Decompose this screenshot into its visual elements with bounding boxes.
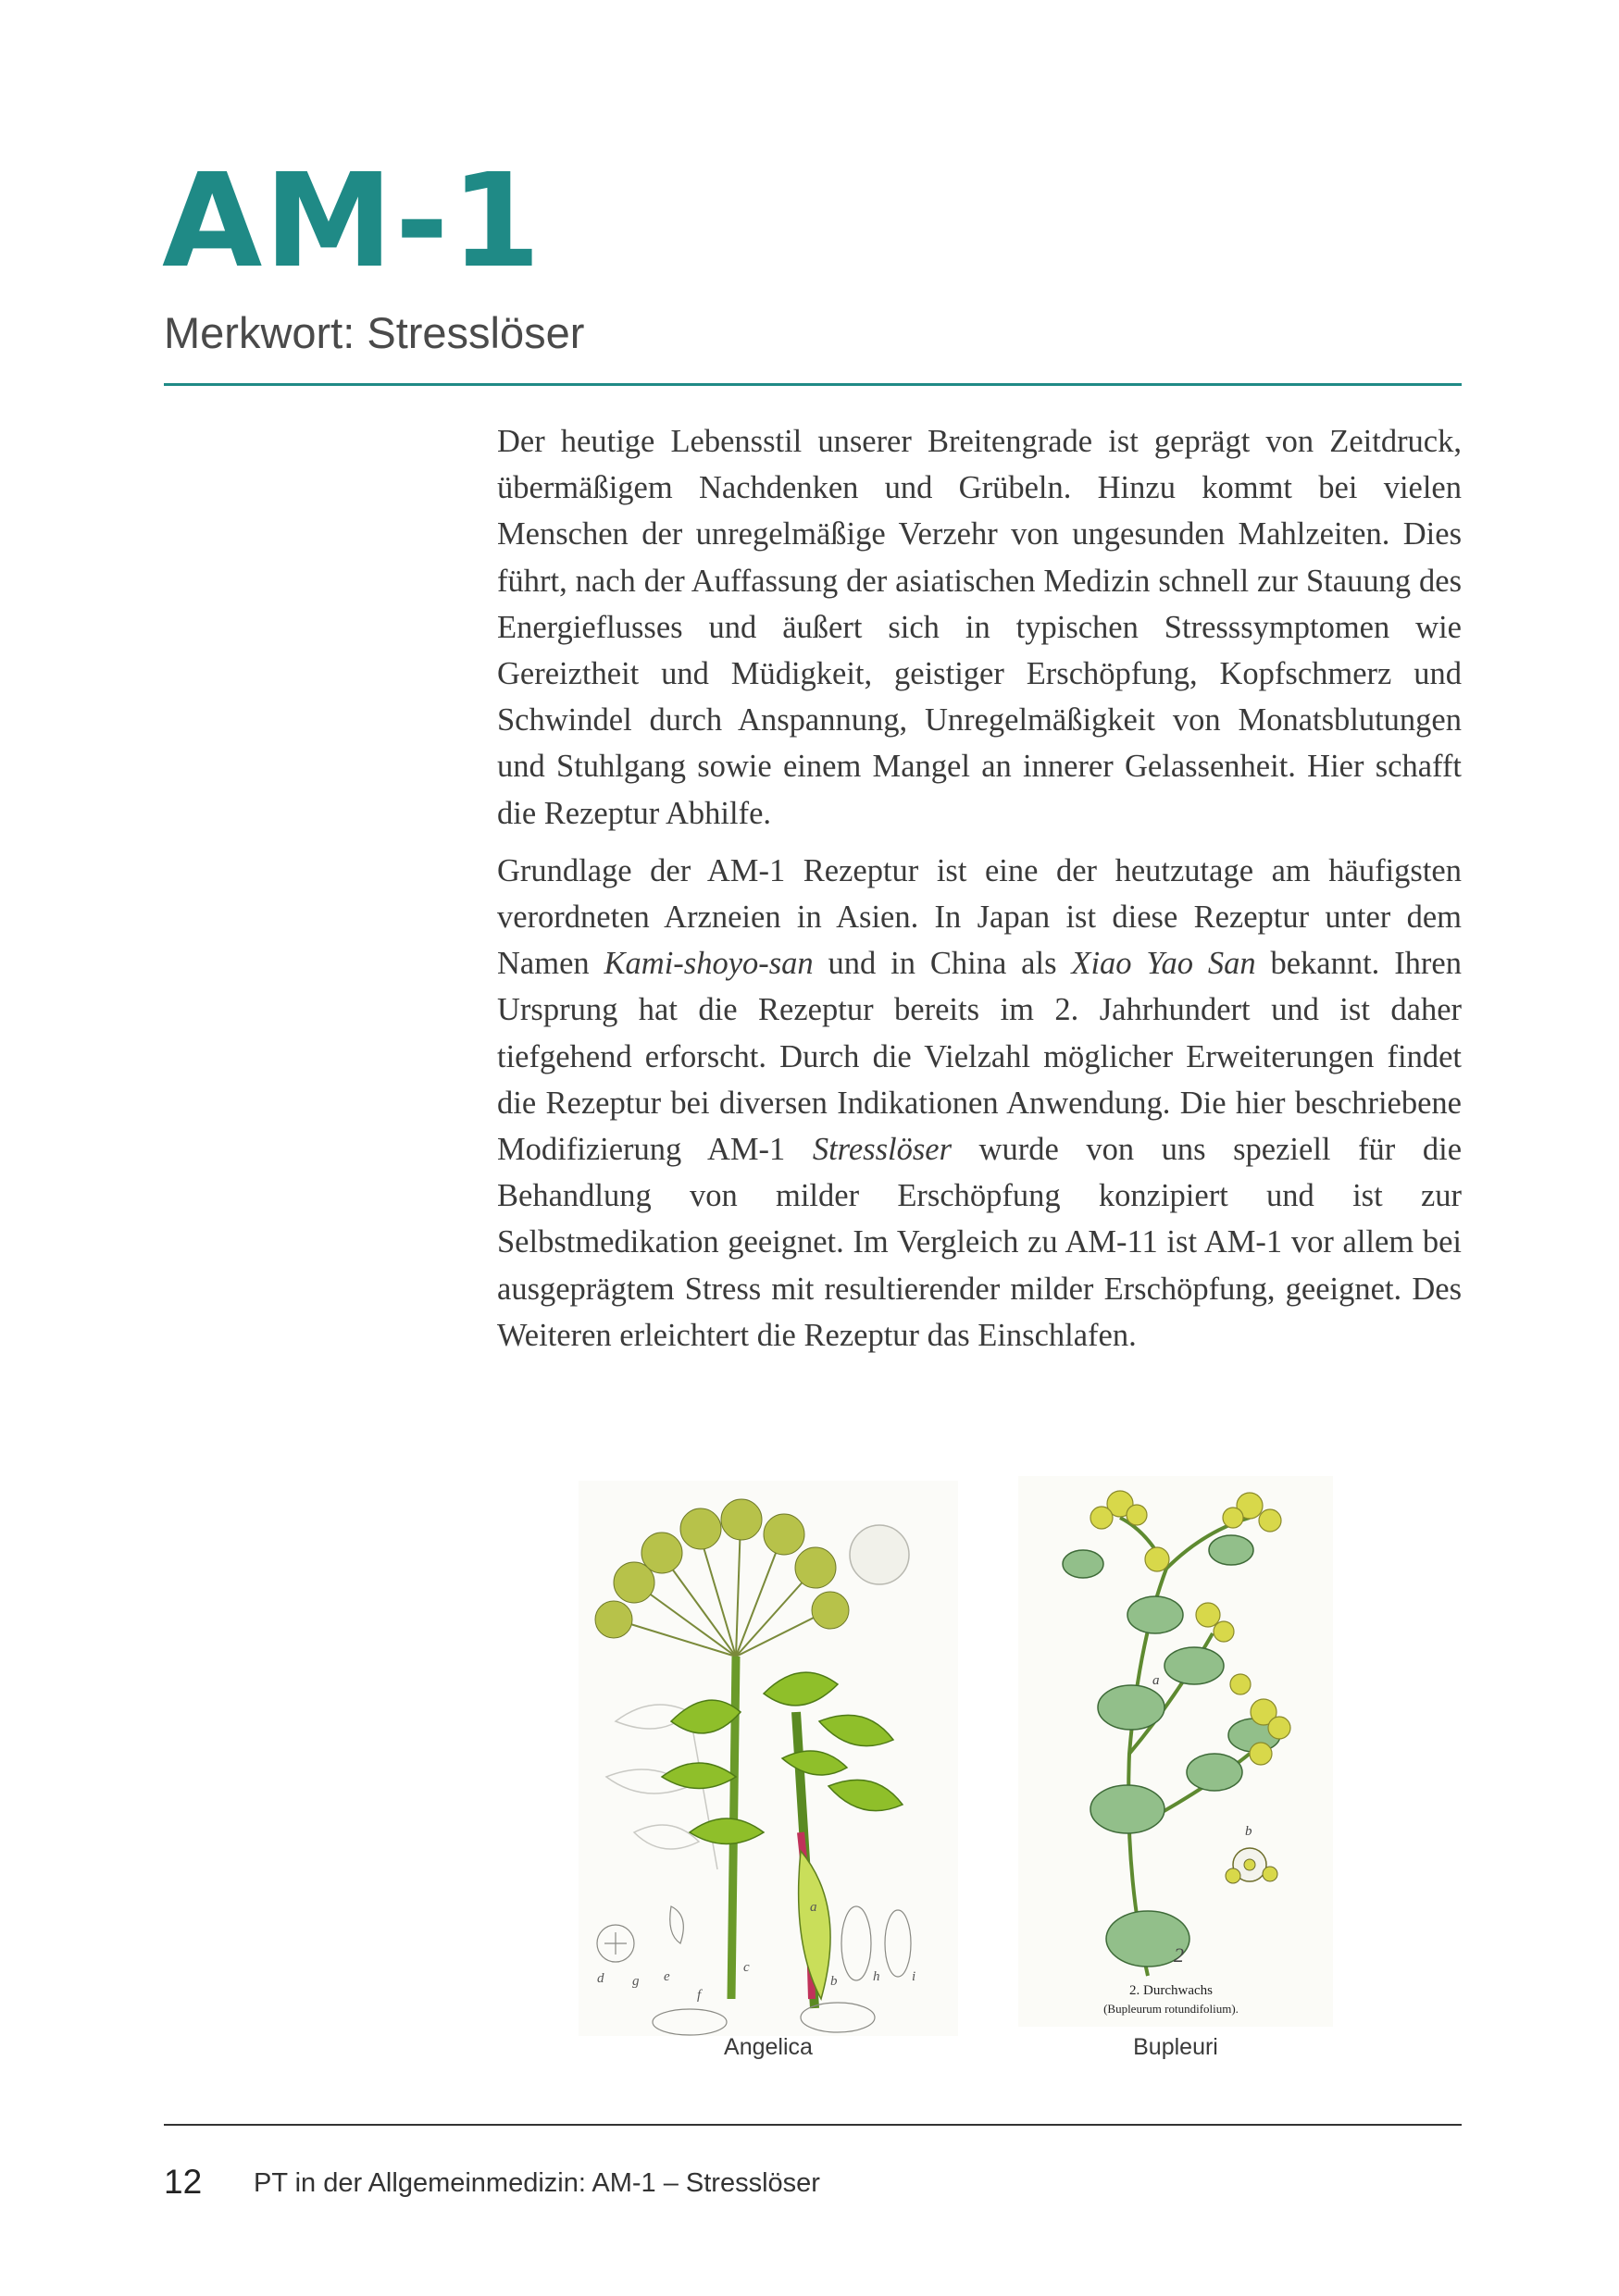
angelica-letter-e: e: [664, 1969, 670, 1984]
page-number: 12: [164, 2163, 203, 2201]
term-kami-shoyo-san: Kami-shoyo-san: [604, 946, 814, 982]
paragraph-2-part-a: Grundlage der AM-1 Rezeptur ist eine der heutzutage am häufigsten verordneten Arzneien in Asien. In Japan ist diese Rezeptur unter dem Namen: [497, 852, 1462, 982]
bupleuri-letter-b: b: [1245, 1824, 1252, 1839]
paragraph-2-part-b: und in China als: [813, 946, 1072, 982]
term-stressloeser: Stresslöser: [812, 1132, 952, 1168]
angelica-letter-a: a: [810, 1900, 817, 1915]
footer-divider: [164, 2124, 1462, 2126]
bupleuri-plate-latin: (Bupleurum rotundifolium).: [1103, 2002, 1239, 2016]
angelica-letter-f: f: [697, 1988, 702, 2003]
angelica-letter-g: g: [632, 1974, 640, 1989]
paragraph-2: [497, 848, 1462, 1359]
page-subtitle: Merkwort: Stresslöser: [164, 308, 585, 357]
heading-divider: [164, 383, 1462, 386]
bupleuri-plate-number: 2: [1174, 1943, 1184, 1967]
body-text: [497, 418, 1462, 1370]
angelica-letter-i: i: [912, 1969, 916, 1984]
page-title: AM-1: [162, 146, 543, 297]
paragraph-1: Der heutige Lebensstil unserer Breitengrade ist geprägt von Zeitdruck, übermäßigem Nachdenken und Grübeln. Hinzu kommt bei vielen Menschen der unregelmäßige Verzehr von ungesunden Mahlzeiten. Dies führt, nach der Auffassung der asiatischen Medizin schnell zur Stauung des Energieflusses und äußert sich in typischen Stresssymptomen wie Gereiztheit und Müdigkeit, geistiger Erschöpfung, Kopfschmerz und Schwindel durch Anspannung, Unregelmäßigkeit von Monatsblutungen und Stuhlgang sowie einem Mangel an innerer Gelassenheit. Hier schafft die Rezeptur Abhilfe.: [497, 424, 1462, 831]
bupleuri-caption: Bupleuri: [1133, 2034, 1218, 2060]
angelica-letter-h: h: [873, 1969, 880, 1984]
angelica-letter-b: b: [830, 1974, 838, 1989]
angelica-letter-c: c: [743, 1960, 750, 1975]
bupleuri-plate-title: 2. Durchwachs: [1129, 1983, 1213, 1998]
angelica-illustration: [579, 1481, 958, 2036]
paragraph-2-part-d: wurde von uns speziell für die Behandlung von milder Erschöpfung konzipiert und ist zur Selbstmedikation geeignet. Im Vergleich zu AM-11 ist AM-1 vor allem bei ausgeprägtem Stress mit resultierender milder Erschöpfung, geeignet. Des Weiteren erleichtert die Rezeptur das Einschlafen.: [497, 1132, 1463, 1353]
term-xiao-yao-san: Xiao Yao San: [1071, 946, 1256, 982]
angelica-letter-d: d: [597, 1971, 604, 1986]
paragraph-2-part-c: bekannt. Ihren Ursprung hat die Rezeptur bereits im 2. Jahrhundert und ist daher tiefgehend erforscht. Durch die Vielzahl möglicher Erweiterungen findet die Rezeptur bei diversen Indikationen Anwendung. Die hier beschriebene Modifizierung AM-1: [497, 946, 1462, 1168]
bupleuri-letter-a: a: [1152, 1673, 1160, 1688]
running-title: PT in der Allgemeinmedizin: AM-1 – Stresslöser: [254, 2168, 820, 2198]
angelica-caption: Angelica: [724, 2034, 813, 2060]
bupleuri-illustration: [1018, 1476, 1333, 2027]
